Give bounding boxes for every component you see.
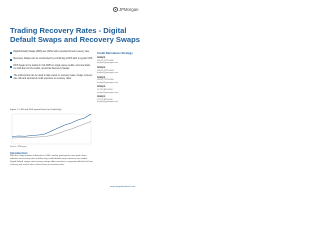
analyst-contact [97, 96, 142, 104]
bullet-icon [10, 66, 12, 68]
analyst-email[interactable]: analyst@jpmorgan.com [97, 72, 119, 75]
jpmorgan-logo [113, 6, 143, 12]
analyst-name: Analyst [97, 66, 106, 69]
analyst-contact [97, 77, 142, 85]
logo-text: JPMorgan [119, 6, 139, 12]
analyst-sidebar [97, 51, 142, 106]
analyst-phone: (1-212) 834-0000 [97, 89, 113, 92]
document-page [0, 0, 149, 198]
figure-source: Source: JPMorgan [10, 146, 27, 148]
analyst-contact [97, 86, 142, 94]
analyst-email[interactable]: analyst@jpmorgan.com [97, 101, 119, 104]
series-line-2 [12, 122, 91, 139]
analyst-contact [97, 57, 142, 65]
analyst-email[interactable]: analyst@jpmorgan.com [97, 91, 119, 94]
summary-bullets [10, 51, 93, 85]
intro-heading: Introduction [10, 151, 28, 155]
analyst-email[interactable]: analyst@jpmorgan.com [97, 62, 119, 65]
analyst-name: Analyst [97, 76, 106, 79]
bullet-icon [10, 52, 12, 54]
summary-bullet [10, 65, 93, 71]
analyst-name: Analyst [97, 57, 106, 59]
bullet-text: The instruments can be used to take views on recovery rates, hedge recovery rate risk and structured credit exposure to recovery rates. [13, 75, 93, 80]
bullet-icon [10, 59, 12, 61]
bullet-text: DDS began to be traded in mid 2005 on single name credits, and now trade on both Euro & US credits, as well as Recovery Swaps. [13, 65, 91, 70]
analyst-name: Analyst [97, 86, 106, 89]
sidebar-heading: Credit Derivatives Strategy [97, 51, 133, 55]
bullet-text: Digital Default Swaps (DDS) are CDSs with a predetermined recovery rate. [13, 51, 90, 53]
series-line-1 [12, 114, 91, 137]
footer-url[interactable]: www.morganmarkets.com [110, 186, 136, 188]
summary-bullet [10, 51, 93, 54]
figure-1 [10, 109, 93, 149]
summary-bullet [10, 58, 93, 61]
analyst-phone: (1-212) 834-0000 [97, 98, 113, 101]
jpmorgan-logo-icon [113, 7, 118, 12]
analyst-email[interactable]: analyst@jpmorgan.com [97, 81, 119, 84]
analyst-phone: (44-20) 7325-0000 [97, 59, 114, 62]
summary-bullet [10, 75, 93, 81]
bullet-icon [10, 76, 12, 78]
bullet-text: Recovery Swaps can be constructed by combining a DDS with a regular CDS. [13, 58, 93, 60]
figure-caption: Figure 1: CDS and DDS spread levels for Delphi (bp) [10, 109, 62, 111]
analyst-name: Analyst [97, 96, 106, 99]
spread-chart [10, 112, 93, 146]
document-title: Trading Recovery Rates - Digital Default Swaps and Recovery Swaps [10, 26, 140, 44]
analyst-phone: (44-20) 7325-0000 [97, 79, 114, 82]
analyst-phone: (44-20) 7325-0000 [97, 69, 114, 72]
intro-text: With the rising number of defaults in 2005, market participants have paid closer attention to recovery rates and the way credit default swap contracts are settled. Digital default swaps and recovery swaps allow investors to separate default risk from recovery risk and to take a direct view on recovery rates. [10, 155, 93, 166]
analyst-contact [97, 67, 142, 75]
chart-frame [12, 114, 91, 144]
